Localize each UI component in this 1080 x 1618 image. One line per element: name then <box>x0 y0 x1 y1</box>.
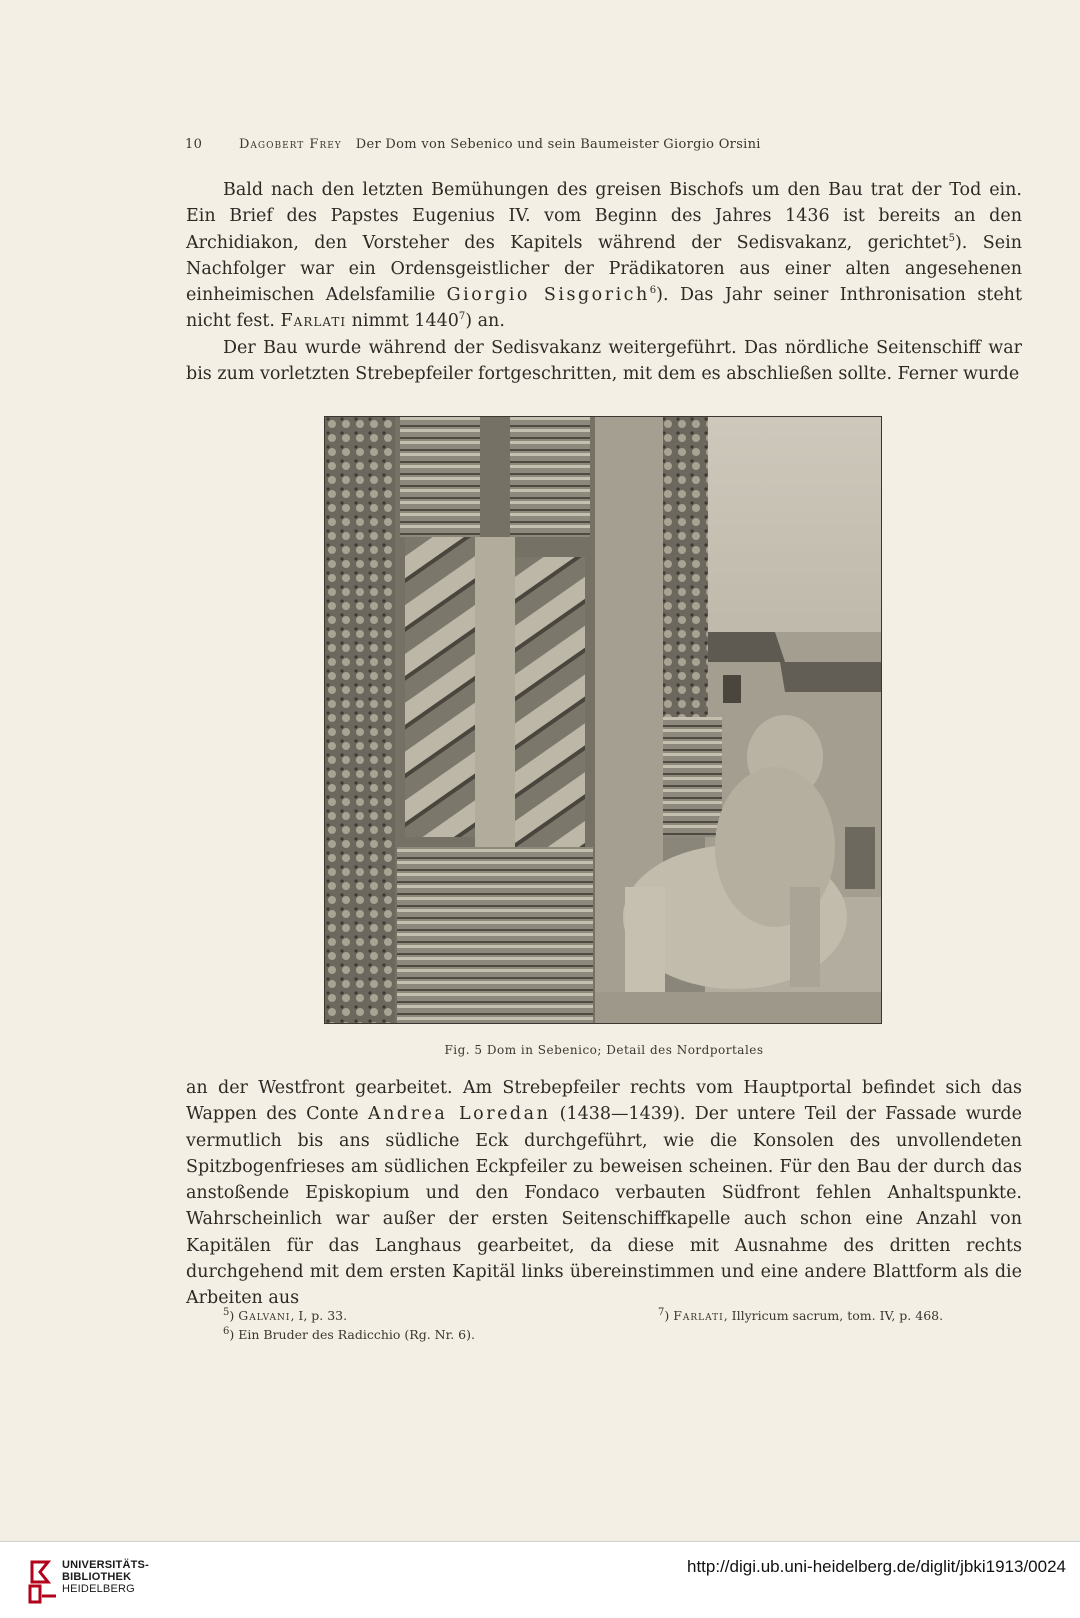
p3-text-b: (1438—1439). Der untere Teil der Fassade wurde vermutlich bis ans südliche Eck durchgeführt, wie die Konsolen des unvollendeten Spitzbogenfrieses am südlichen Eckpfeiler zu beweisen scheinen. Für den Bau der durch das anstoßende Episkopium und den Fondaco verbauten Südfront fehlen Anhaltspunkte. Wahrscheinlich war außer der ersten Seitenschiffkapelle auch schon eine Anzahl von Kapitälen für das Langhaus gearbeitet, da diese mit Ausnahme des dritten rechts durchgehend mit dem ersten Kapitäl links übereinstimmen und eine andere Blattform als die Arbeiten aus <box>186 1104 1022 1309</box>
library-name[interactable] <box>62 1559 149 1595</box>
text-block-top <box>186 177 1022 387</box>
library-name-line1: UNIVERSITÄTS- <box>62 1559 149 1571</box>
author-farlati: Farlati <box>280 311 347 332</box>
paragraph-3 <box>186 1075 1022 1312</box>
figure-photo-north-portal <box>324 416 882 1024</box>
footnote-5-author: Galvani <box>238 1308 291 1323</box>
person-name-sisgorich: Giorgio Sisgorich <box>446 285 650 306</box>
p1-text-a: Bald nach den letzten Bemühungen des greisen Bischofs um den Bau trat der Tod ein. Ein Brief des Papstes Eugenius IV. vom Beginn des Jahres 1436 ist bereits an den Archidiakon, den Vorsteher des Kapitels während der Sedisvakanz, gerichtet <box>186 180 1022 253</box>
footnote-ref-5[interactable]: 5 <box>948 232 955 244</box>
portal-photo-illustration <box>325 417 881 1023</box>
footnote-7-text: , Illyricum sacrum, tom. IV, p. 468. <box>723 1308 944 1323</box>
footnote-5: $^5$) Galvani, I, p. 33. <box>223 1306 348 1323</box>
page-number: 10 <box>185 137 203 152</box>
running-head <box>185 137 885 152</box>
footnote-6-mark: 6 <box>223 1325 230 1337</box>
running-head-title: Der Dom von Sebenico und sein Baumeister Giorgio Orsini <box>355 137 761 152</box>
footnote-5-mark: 5 <box>223 1306 230 1318</box>
footnote-5-text: , I, p. 33. <box>290 1308 348 1323</box>
paragraph-2: Der Bau wurde während der Sedisvakanz weitergeführt. Das nördliche Seitenschiff war bis zum vorletzten Strebepfeiler fortgeschritten, mit dem es abschließen sollte. Ferner wurde <box>186 337 1022 385</box>
footnote-7: $^7$) Farlati, Illyricum sacrum, tom. IV, p. 468. <box>658 1306 944 1323</box>
footnote-7-mark: 7 <box>658 1306 665 1318</box>
footnote-6: $^6$) Ein Bruder des Radicchio (Rg. Nr. 6). <box>223 1325 475 1342</box>
figure-caption: Fig. 5 Dom in Sebenico; Detail des Nordportales <box>444 1043 764 1057</box>
p1-text-c: ). Das Jahr seiner Inthronisation steht nicht fest. <box>186 285 1022 332</box>
library-name-line2: BIBLIOTHEK <box>62 1571 132 1583</box>
paragraph-1 <box>186 177 1022 335</box>
library-name-line3: HEIDELBERG <box>62 1583 135 1595</box>
p1-text-e: ) an. <box>465 311 505 332</box>
viewer-footer <box>0 1541 1080 1618</box>
person-name-loredan: Andrea Loredan <box>367 1104 551 1125</box>
footnote-ref-7[interactable]: 7 <box>458 311 466 323</box>
text-block-bottom <box>186 1075 1022 1312</box>
footnote-ref-6[interactable]: 6 <box>649 285 657 297</box>
permalink-url[interactable]: http://digi.ub.uni-heidelberg.de/diglit/jbki1913/0024 <box>687 1557 1066 1576</box>
running-head-author: Dagobert Frey <box>239 137 342 152</box>
footnote-7-author: Farlati <box>673 1308 724 1323</box>
footnote-6-text: Ein Bruder des Radicchio (Rg. Nr. 6). <box>238 1327 475 1342</box>
p1-text-d: nimmt 1440 <box>346 311 459 332</box>
p1-text-b: ). Sein Nachfolger war ein Ordensgeistlicher der Prädikatoren aus einer alten angesehenen einheimischen Adelsfamilie <box>186 232 1022 306</box>
p3-text-a: an der Westfront gearbeitet. Am Strebepfeiler rechts vom Hauptportal befindet sich das Wappen des Conte <box>186 1078 1022 1125</box>
